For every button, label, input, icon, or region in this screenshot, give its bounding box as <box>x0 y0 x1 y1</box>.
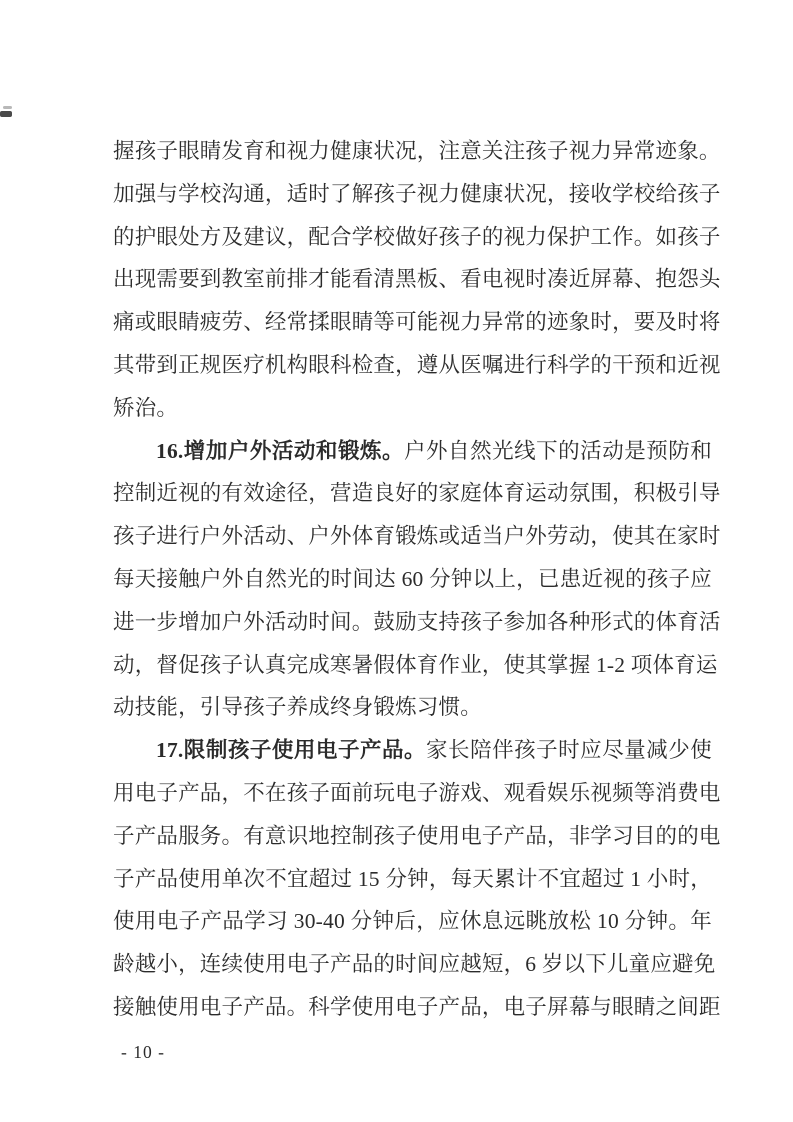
text-line <box>113 943 716 986</box>
text-line <box>113 772 721 815</box>
line-text: 家长陪伴孩子时应尽量减少使 <box>426 738 712 763</box>
text-line <box>113 258 721 301</box>
line-text: 的护眼处方及建议，配合学校做好孩子的视力保护工作。如孩子 <box>113 224 721 249</box>
line-text: 痛或眼睛疲劳、经常揉眼睛等可能视力异常的迹象时，要及时将 <box>113 310 721 335</box>
line-text: 动，督促孩子认真完成寒暑假体育作业，使其掌握 1-2 项体育运 <box>113 652 718 677</box>
page-number: - 10 - <box>121 1042 165 1062</box>
line-text: 户外自然光线下的活动是预防和 <box>404 438 712 463</box>
line-text: 动技能，引导孩子养成终身锻炼习惯。 <box>113 695 482 720</box>
text-line <box>113 644 718 687</box>
line-text: 出现需要到教室前排才能看清黑板、看电视时凑近屏幕、抱怨头 <box>113 267 721 292</box>
text-line <box>113 472 721 515</box>
text-line <box>113 301 721 344</box>
scan-artifact-mark <box>3 106 12 109</box>
text-line <box>113 686 712 729</box>
line-text: 进一步增加户外活动时间。鼓励支持孩子参加各种形式的体育活 <box>113 609 721 634</box>
text-line <box>113 216 721 259</box>
text-line <box>113 387 712 430</box>
body-text <box>113 130 721 1029</box>
line-text: 龄越小，连续使用电子产品的时间应越短，6 岁以下儿童应避免 <box>113 952 716 977</box>
line-text: 子产品使用单次不宜超过 15 分钟，每天累计不宜超过 1 小时， <box>113 866 712 891</box>
line-text: 握孩子眼睛发育和视力健康状况，注意关注孩子视力异常迹象。 <box>113 139 721 163</box>
text-line <box>113 815 721 858</box>
line-text: 用电子产品，不在孩子面前玩电子游戏、观看娱乐视频等消费电 <box>113 780 721 805</box>
line-text: 每天接触户外自然光的时间达 60 分钟以上，已患近视的孩子应 <box>113 566 712 591</box>
paragraph-heading: 17.限制孩子使用电子产品。 <box>156 738 427 763</box>
text-line <box>113 900 712 943</box>
line-text: 孩子进行户外活动、户外体育锻炼或适当户外劳动，使其在家时 <box>113 524 721 549</box>
paragraph-heading: 16.增加户外活动和锻炼。 <box>156 438 405 463</box>
line-text: 其带到正规医疗机构眼科检查，遵从医嘱进行科学的干预和近视 <box>113 352 721 377</box>
line-text: 子产品服务。有意识地控制孩子使用电子产品，非学习目的的电 <box>113 823 721 848</box>
text-line <box>113 601 721 644</box>
text-line <box>113 173 721 216</box>
text-line <box>113 344 721 387</box>
text-line <box>113 986 721 1029</box>
line-text: 加强与学校沟通，适时了解孩子视力健康状况，接收学校给孩子 <box>113 181 721 206</box>
line-text: 矫治。 <box>113 395 179 420</box>
line-text: 控制近视的有效途径，营造良好的家庭体育运动氛围，积极引导 <box>113 481 721 506</box>
text-line <box>113 858 712 901</box>
line-text: 使用电子产品学习 30-40 分钟后，应休息远眺放松 10 分钟。年 <box>113 909 712 934</box>
text-line <box>113 729 712 772</box>
text-line <box>113 130 721 173</box>
text-line <box>113 515 721 558</box>
text-line <box>113 558 712 601</box>
line-text: 接触使用电子产品。科学使用电子产品，电子屏幕与眼睛之间距 <box>113 994 721 1019</box>
scan-artifact-mark <box>0 111 12 117</box>
text-line <box>113 430 712 473</box>
